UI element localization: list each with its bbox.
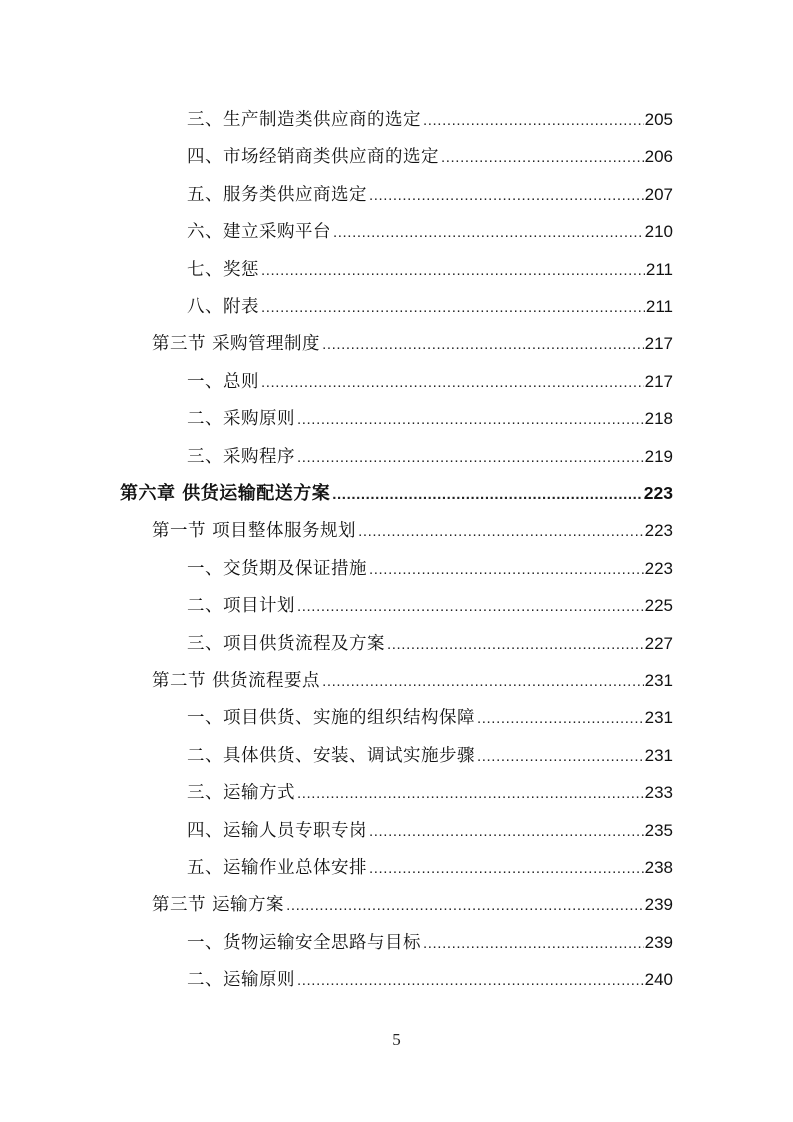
toc-leader-dots [297,775,644,812]
toc-entry-title: 三、生产制造类供应商的选定 [187,110,421,130]
toc-leader-dots [441,139,644,176]
toc-entry-page-number: 231 [644,671,673,690]
toc-leader-dots [387,626,644,663]
toc-entry-title: 一、交货期及保证措施 [187,558,367,579]
toc-leader-dots [333,214,644,251]
toc-entry[interactable] [187,288,673,325]
toc-entry-page-number: 205 [644,110,673,129]
toc-entry-page-number: 219 [644,446,673,466]
toc-entry-page-number: 211 [645,297,673,316]
toc-leader-dots [423,925,644,962]
toc-leader-dots [423,102,644,139]
toc-entry-page-number: 217 [644,371,673,391]
toc-entry-title: 六、建立采购平台 [187,222,331,243]
toc-entry[interactable] [187,699,673,736]
toc-entry-page-number: 225 [644,596,673,616]
toc-entry-title: 第六章 供货运输配送方案 [120,483,331,504]
toc-entry-page-number: 210 [644,222,673,242]
toc-entry-page-number: 231 [644,745,673,765]
toc-entry[interactable] [187,550,673,587]
toc-entry-page-number: 240 [644,970,673,990]
toc-entry[interactable] [187,774,673,811]
toc-entry[interactable] [187,625,673,662]
toc-leader-dots [477,738,644,775]
toc-entry-page-number: 207 [644,184,673,204]
toc-entry-page-number: 238 [644,858,673,877]
toc-entry-title: 二、运输原则 [187,970,295,991]
toc-entry-title: 一、货物运输安全思路与目标 [187,932,421,953]
toc-leader-dots [261,364,644,401]
toc-entry-title: 五、服务类供应商选定 [187,184,367,205]
toc-entry-title: 第三节 采购管理制度 [152,334,321,355]
toc-entry-title: 第三节 运输方案 [152,895,285,916]
toc-entry-page-number: 239 [644,895,673,915]
toc-entry-page-number: 227 [644,633,673,653]
page-number: 5 [392,1030,401,1049]
toc-entry-page-number: 239 [644,932,673,952]
toc-entry-page-number: 235 [644,820,673,840]
toc-entry-title: 七、奖惩 [187,259,259,280]
toc-entry-title: 八、附表 [187,297,259,317]
toc-entry[interactable] [187,924,673,961]
toc-leader-dots [261,252,645,289]
toc-leader-dots [369,177,644,214]
toc-entry-title: 五、运输作业总体安排 [187,858,367,878]
toc-entry[interactable] [187,176,673,213]
toc-entry-page-number: 231 [644,708,673,728]
toc-entry[interactable] [187,961,673,998]
toc-leader-dots [358,513,644,550]
toc-entry[interactable] [187,251,673,288]
toc-leader-dots [332,476,643,513]
toc-leader-dots [297,439,644,476]
toc-entry[interactable] [187,849,673,886]
toc-leader-dots [477,700,644,737]
toc-entry-title: 四、市场经销商类供应商的选定 [187,147,439,168]
toc-entry-title: 三、采购程序 [187,446,295,467]
toc-entry-page-number: 223 [644,521,673,541]
toc-entry-title: 三、项目供货流程及方案 [187,633,385,654]
toc-entry[interactable] [187,363,673,400]
toc-leader-dots [369,813,644,850]
toc-entry-title: 第二节 供货流程要点 [152,671,321,691]
toc-leader-dots [297,401,644,438]
toc-entry[interactable] [187,438,673,475]
toc-entry[interactable] [187,737,673,774]
toc-entry[interactable] [152,512,673,549]
toc-leader-dots [286,887,644,924]
toc-entry[interactable] [187,587,673,624]
toc-leader-dots [322,326,644,363]
toc-entry[interactable] [187,138,673,175]
toc-leader-dots [322,663,644,700]
toc-entry[interactable] [152,662,673,699]
toc-entry-page-number: 223 [644,558,673,578]
toc-entry-page-number: 218 [644,409,673,429]
toc-leader-dots [297,588,644,625]
toc-entry-page-number: 233 [644,783,673,803]
toc-entry-title: 三、运输方式 [187,783,295,804]
toc-entry-title: 一、总则 [187,371,259,392]
toc-entry-title: 二、具体供货、安装、调试实施步骤 [187,745,475,766]
toc-leader-dots [297,962,644,999]
toc-entry-page-number: 223 [643,483,673,503]
toc-entry-title: 四、运输人员专职专岗 [187,820,367,841]
toc-entry-page-number: 211 [645,259,673,279]
toc-entry[interactable] [187,101,673,138]
toc-entry-page-number: 206 [644,147,673,167]
toc-leader-dots [369,850,644,887]
toc-leader-dots [261,289,645,326]
toc-entry-title: 第一节 项目整体服务规划 [152,521,357,542]
toc-entry[interactable] [152,886,673,923]
toc-entry[interactable] [187,400,673,437]
toc-entry-title: 二、采购原则 [187,409,295,430]
toc-leader-dots [369,551,644,588]
toc-entry[interactable] [152,325,673,362]
toc-entry[interactable] [187,812,673,849]
toc-entry-title: 二、项目计划 [187,596,295,617]
toc-entry-title: 一、项目供货、实施的组织结构保障 [187,708,475,729]
toc-entry[interactable] [187,213,673,250]
toc-entry[interactable] [120,475,673,512]
toc-entry-page-number: 217 [644,334,673,354]
